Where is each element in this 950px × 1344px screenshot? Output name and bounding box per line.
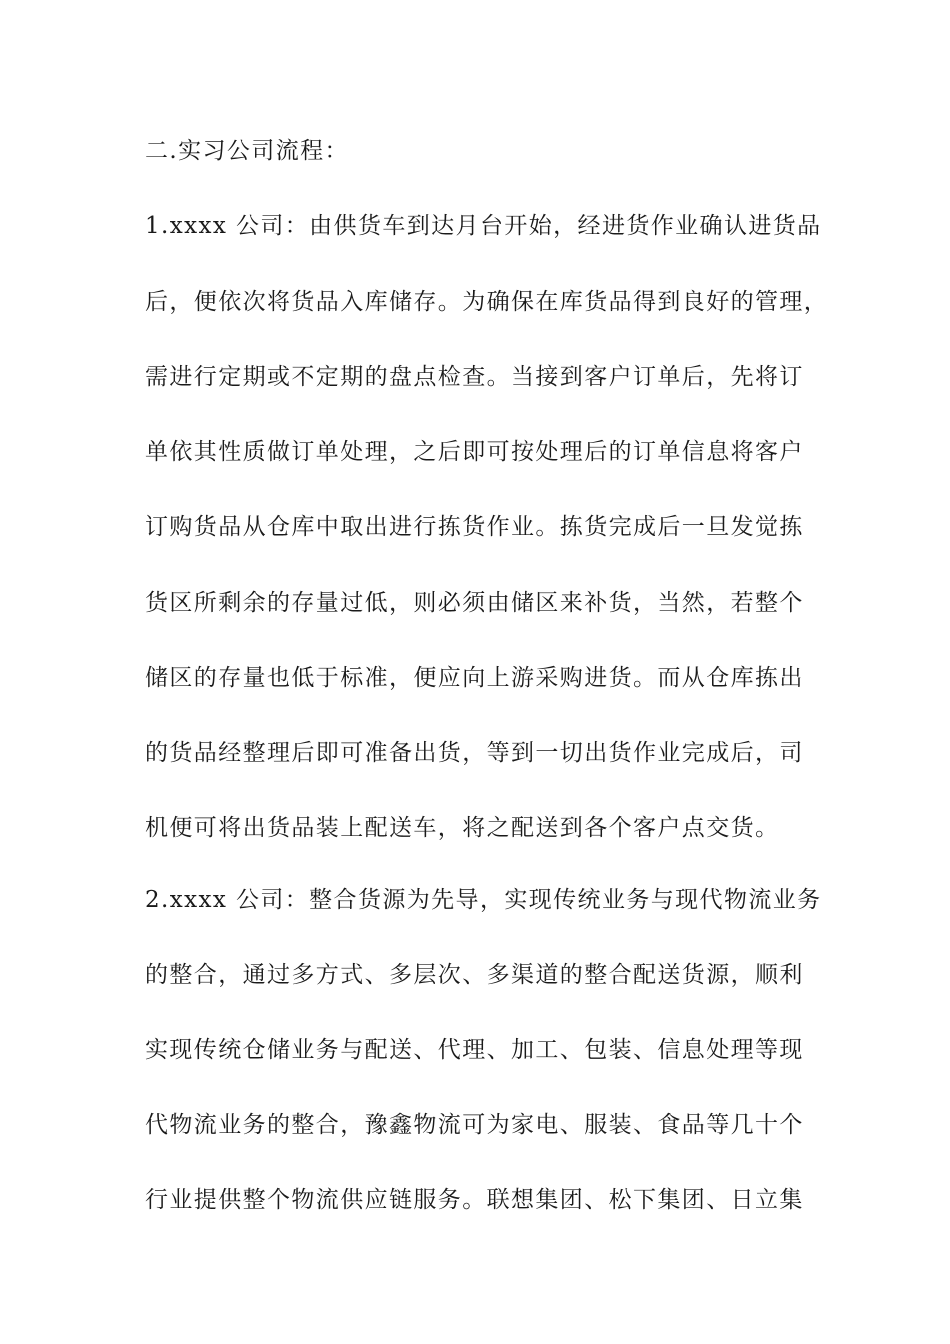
paragraph-line: 的货品经整理后即可准备出货，等到一切出货作业完成后，司 (145, 740, 804, 766)
paragraph-line: 机便可将出货品装上配送车，将之配送到各个客户点交货。 (145, 815, 780, 841)
paragraph-line: 行业提供整个物流供应链服务。联想集团、松下集团、日立集 (145, 1187, 804, 1213)
paragraph-line: 订购货品从仓库中取出进行拣货作业。拣货完成后一旦发觉拣 (145, 514, 804, 540)
paragraph-line: 后，便依次将货品入库储存。为确保在库货品得到良好的管理， (145, 289, 829, 315)
paragraph-line: 1.xxxx 公司：由供货车到达月台开始，经进货作业确认进货品 (145, 213, 822, 239)
paragraph-line: 的整合，通过多方式、多层次、多渠道的整合配送货源，顺利 (145, 962, 804, 988)
paragraph-line: 2.xxxx 公司：整合货源为先导，实现传统业务与现代物流业务 (145, 887, 822, 913)
paragraph-line: 货区所剩余的存量过低，则必须由储区来补货，当然，若整个 (145, 590, 804, 616)
section-heading: 二.实习公司流程： (145, 138, 349, 164)
paragraph-line: 单依其性质做订单处理，之后即可按处理后的订单信息将客户 (145, 439, 804, 465)
paragraph-line: 代物流业务的整合，豫鑫物流可为家电、服装、食品等几十个 (145, 1112, 804, 1138)
paragraph-line: 需进行定期或不定期的盘点检查。当接到客户订单后，先将订 (145, 364, 804, 390)
paragraph-line: 储区的存量也低于标准，便应向上游采购进货。而从仓库拣出 (145, 665, 804, 691)
paragraph-line: 实现传统仓储业务与配送、代理、加工、包装、信息处理等现 (145, 1037, 804, 1063)
